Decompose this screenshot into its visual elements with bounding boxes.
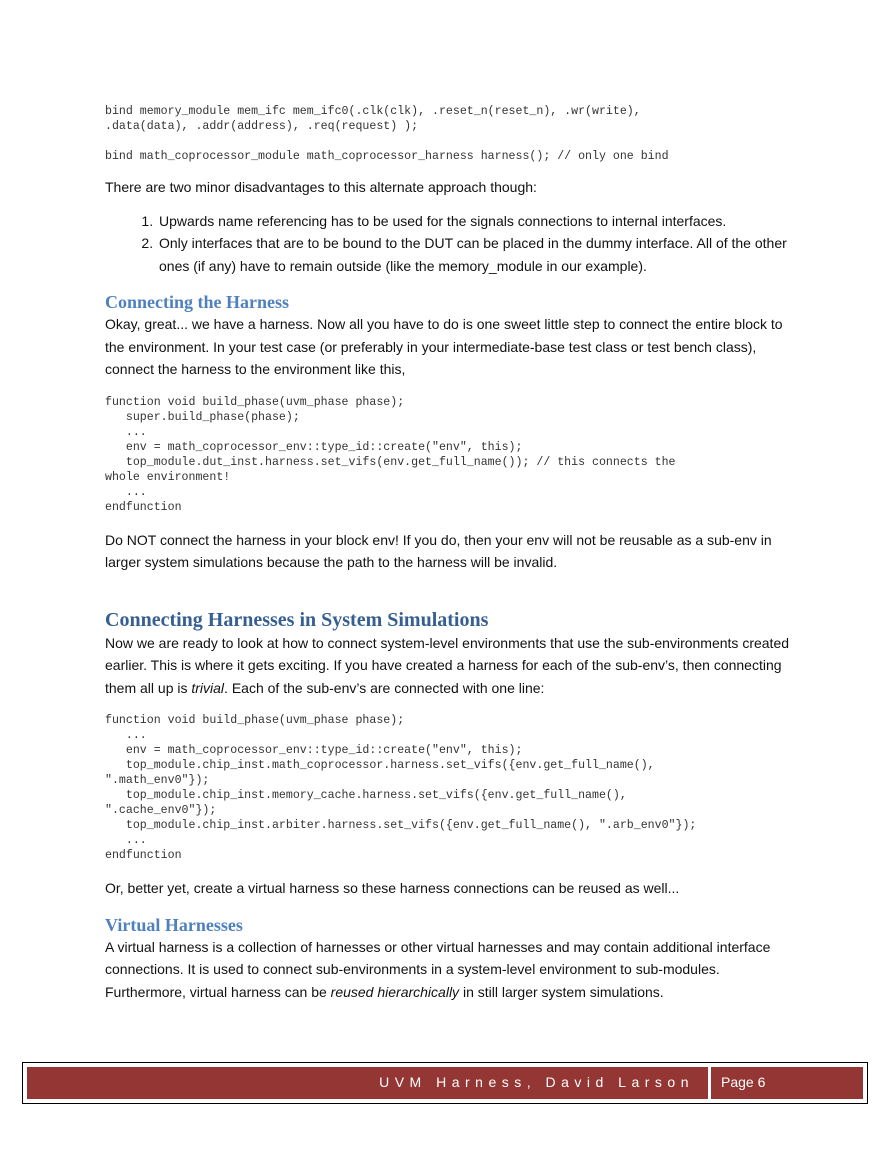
heading-system-simulations: Connecting Harnesses in System Simulations (105, 608, 489, 631)
footer-title-band (27, 1067, 708, 1099)
paragraph-harness-intro: Okay, great... we have a harness. Now all you have to do is one sweet little step to connect the entire block to the environment. In your test case (or preferably in your intermediate-base test class or test bench class), connect the harness to the environment like this, (105, 316, 783, 377)
paragraph-virtual-intro: Or, better yet, create a virtual harness so these harness connections can be reused as well... (105, 880, 680, 896)
emphasis-reused-hierarchically: reused hierarchically (330, 983, 460, 1000)
footer-page-box (711, 1067, 863, 1099)
page-number: Page 6 (721, 1074, 766, 1090)
heading-virtual-harnesses: Virtual Harnesses (105, 914, 243, 935)
list-item: 2. Only interfaces that are to be bound to the DUT can be placed in the dummy interface. All of the other ones (if any) have to remain outside (like the memory_module in our example). (157, 232, 795, 277)
heading-connecting-harness: Connecting the Harness (105, 292, 289, 312)
paragraph-system-text-2: . Each of the sub-env’s are connected with one line: (224, 679, 545, 696)
paragraph-virtual-text-1: A virtual harness is a collection of harnesses or other virtual harnesses and may contain additional interface connections. It is used to connect sub-environments in a system-level environment to sub-modules. Furthermore, virtual harness can be (105, 938, 771, 1000)
paragraph-warning: Do NOT connect the harness in your block env! If you do, then your env will not be reusable as a sub-env in larger system simulations because the path to the harness will be invalid. (105, 531, 772, 570)
paragraph-virtual (105, 936, 795, 1004)
page-footer (22, 1062, 868, 1104)
footer-title: UVM Harness, David Larson (379, 1074, 694, 1090)
code-block-system-build-phase: function void build_phase(uvm_phase phase); ... env = math_coprocessor_env::type_id::create("env", this); top_module.chip_inst.math_coprocessor.harness.set_vifs({env.get_full_name(), ".math_env0"}); top_module.chip_inst.memory_cache.harness.set_vifs({env.get_full_name(), ".cache_env0"}); top_module.chip_inst.arbiter.harness.set_vifs({env.get_full_name(), ".arb_env0"}); ... endfunction (105, 714, 697, 862)
code-block-bind-memory: bind memory_module mem_ifc mem_ifc0(.clk(clk), .reset_n(reset_n), .wr(write), .data(data), .addr(address), .req(request) ); (105, 105, 641, 133)
code-block-build-phase: function void build_phase(uvm_phase phase); super.build_phase(phase); ... env = math_coprocessor_env::type_id::create("env", this); top_module.dut_inst.harness.set_vifs(env.get_full_name()); // this connects the whole environment! ... endfunction (105, 395, 676, 514)
paragraph-disadvantages: There are two minor disadvantages to this alternate approach though: (105, 179, 537, 195)
emphasis-trivial: trivial (191, 679, 225, 696)
page-content (105, 104, 795, 1003)
paragraph-system (105, 632, 795, 700)
list-item: 1. Upwards name referencing has to be used for the signals connections to internal interfaces. (157, 210, 795, 233)
paragraph-system-text-1: Now we are ready to look at how to connect system-level environments that use the sub-environments created earlier. This is where it gets exciting. If you have created a harness for each of the sub-env’s, then connecting them all up is (105, 634, 790, 696)
paragraph-virtual-text-2: in still larger system simulations. (459, 983, 664, 1000)
code-block-bind-math: bind math_coprocessor_module math_coprocessor_harness harness(); // only one bind (105, 150, 669, 163)
disadvantages-list (105, 210, 795, 278)
